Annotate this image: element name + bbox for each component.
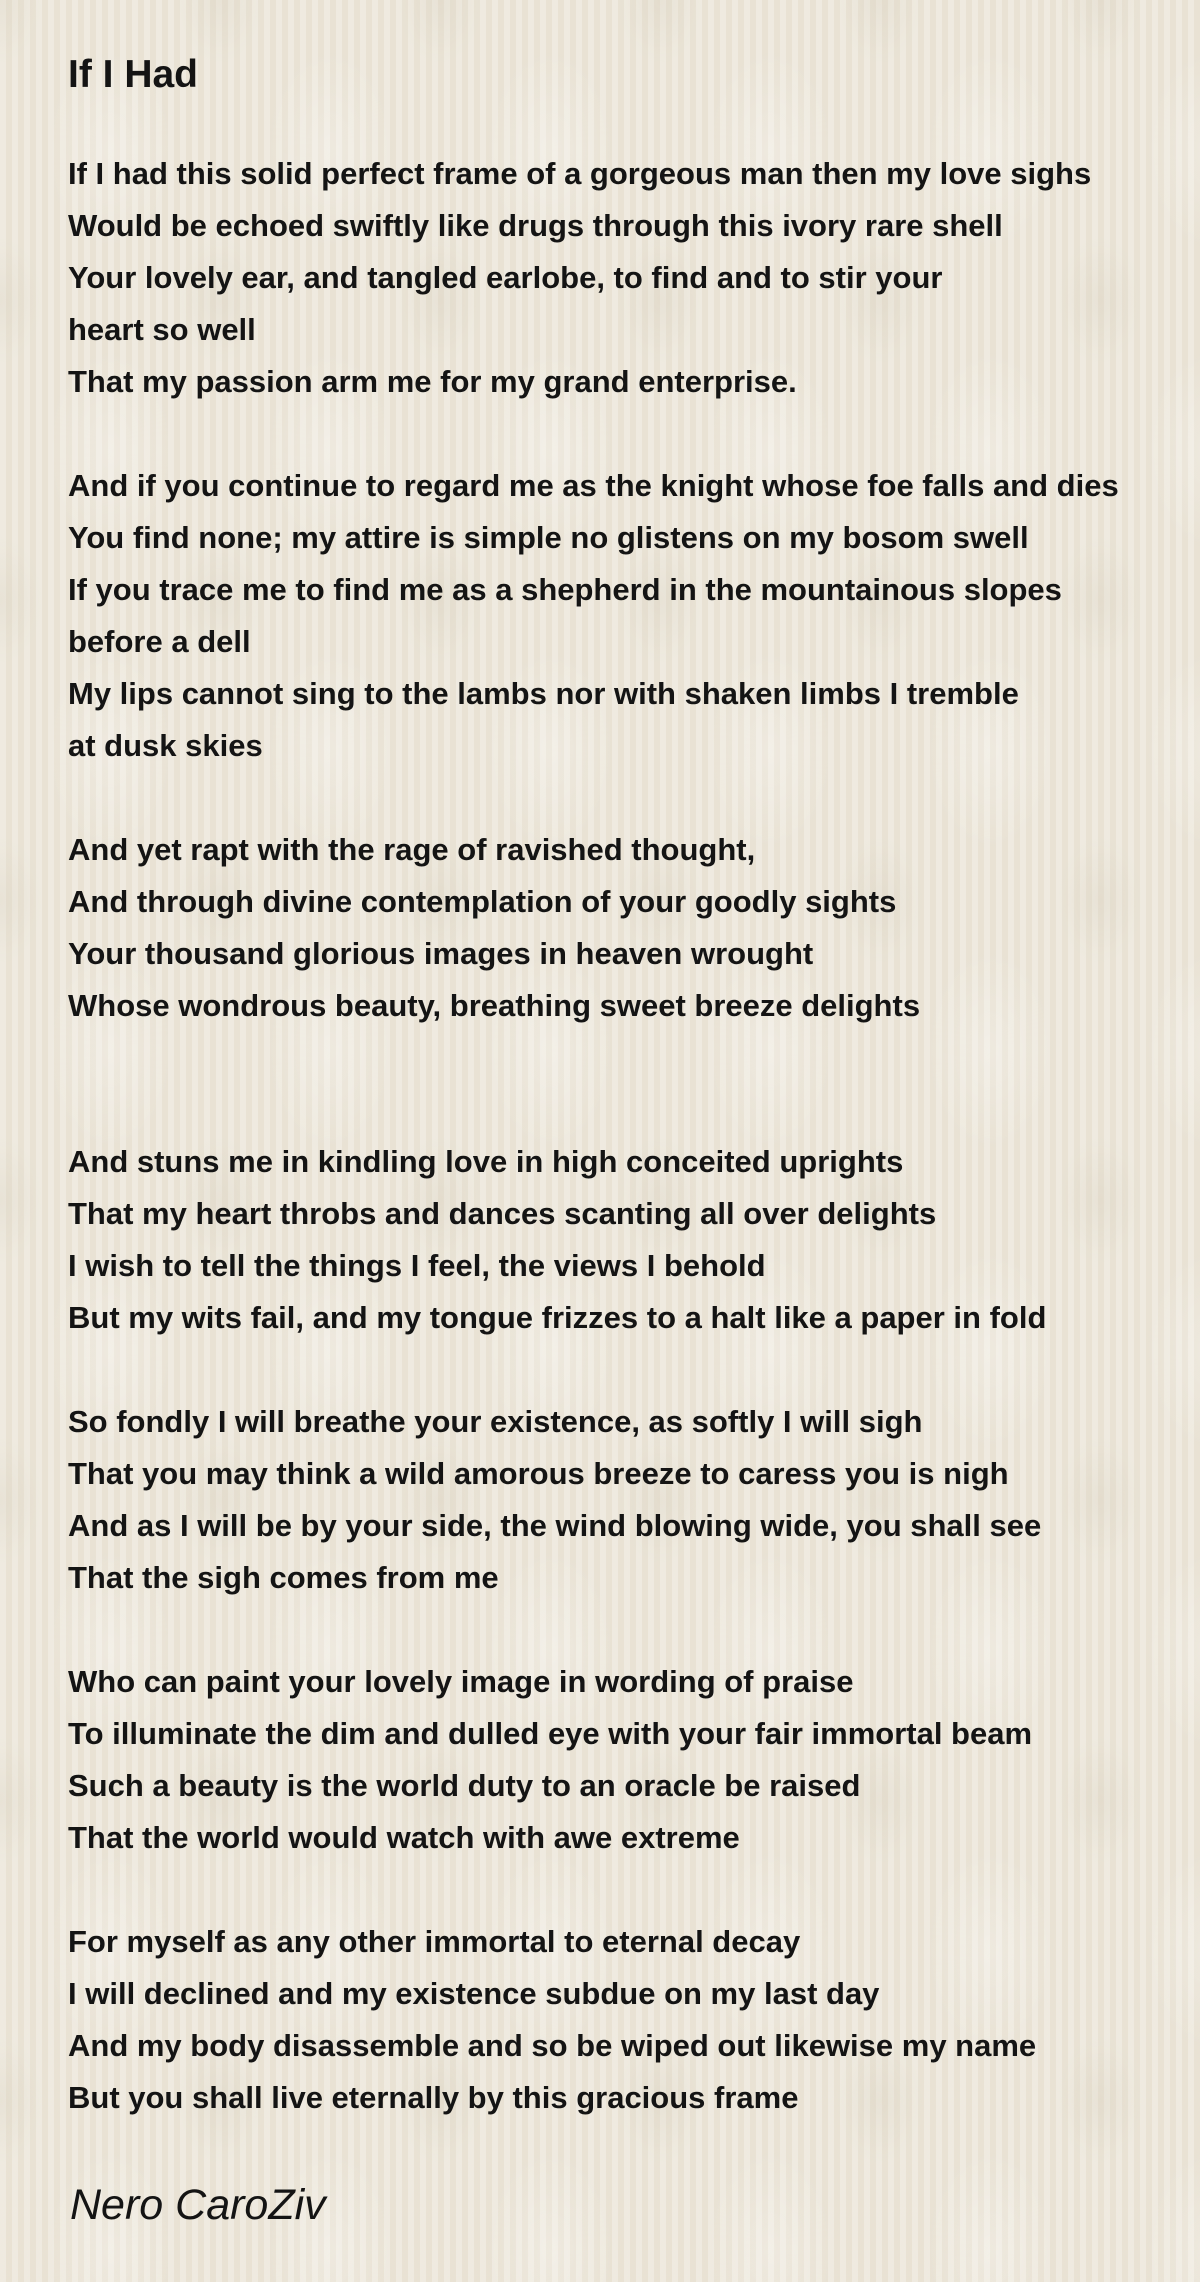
stanza-2: [68, 460, 1188, 772]
poem-line: If you trace me to find me as a shepherd in the mountainous slopes: [68, 572, 1062, 607]
poem-line: That the sigh comes from me: [68, 1560, 499, 1595]
poem-line: And as I will be by your side, the wind blowing wide, you shall see: [68, 1508, 1042, 1543]
poem-line: before a dell: [68, 624, 251, 659]
poem-line: Such a beauty is the world duty to an oracle be raised: [68, 1768, 861, 1803]
poem-body: [68, 148, 1188, 2176]
poem-line: That the world would watch with awe extreme: [68, 1820, 740, 1855]
poem-line: If I had this solid perfect frame of a gorgeous man then my love sighs: [68, 156, 1092, 191]
poem-line: Who can paint your lovely image in wording of praise: [68, 1664, 854, 1699]
poem-line: To illuminate the dim and dulled eye with your fair immortal beam: [68, 1716, 1033, 1751]
poem-line: And yet rapt with the rage of ravished thought,: [68, 832, 756, 867]
poem-line: Your lovely ear, and tangled earlobe, to find and to stir your: [68, 260, 943, 295]
poem-line: You find none; my attire is simple no glistens on my bosom swell: [68, 520, 1029, 555]
poem-line: That you may think a wild amorous breeze to caress you is nigh: [68, 1456, 1009, 1491]
poem-line: And stuns me in kindling love in high conceited uprights: [68, 1144, 904, 1179]
stanza-4: [68, 1136, 1188, 1344]
poem-line: I will declined and my existence subdue on my last day: [68, 1976, 880, 2011]
poem-line: at dusk skies: [68, 728, 263, 763]
poem-line: So fondly I will breathe your existence, as softly I will sigh: [68, 1404, 923, 1439]
stanza-5: [68, 1396, 1188, 1604]
poem-line: But my wits fail, and my tongue frizzes to a halt like a paper in fold: [68, 1300, 1047, 1335]
poem-line: My lips cannot sing to the lambs nor with shaken limbs I tremble: [68, 676, 1019, 711]
stanza-6: [68, 1656, 1188, 1864]
poem-line: And through divine contemplation of your goodly sights: [68, 884, 897, 919]
poem-line: For myself as any other immortal to eternal decay: [68, 1924, 801, 1959]
poem-line: Whose wondrous beauty, breathing sweet breeze delights: [68, 988, 921, 1023]
poem-line: Your thousand glorious images in heaven wrought: [68, 936, 814, 971]
stanza-1: [68, 148, 1188, 408]
poem-line: And my body disassemble and so be wiped out likewise my name: [68, 2028, 1037, 2063]
poem-line: That my passion arm me for my grand enterprise.: [68, 364, 797, 399]
stanza-3: [68, 824, 1188, 1032]
poem-line: But you shall live eternally by this gracious frame: [68, 2080, 799, 2115]
poem-line: Would be echoed swiftly like drugs through this ivory rare shell: [68, 208, 1003, 243]
poem-line: heart so well: [68, 312, 256, 347]
poem-line: I wish to tell the things I feel, the views I behold: [68, 1248, 766, 1283]
poem-title: If I Had: [68, 53, 199, 96]
poem-line: That my heart throbs and dances scanting all over delights: [68, 1196, 937, 1231]
poem-line: And if you continue to regard me as the knight whose foe falls and dies: [68, 468, 1119, 503]
stanza-7: [68, 1916, 1188, 2124]
poem-author: Nero CaroZiv: [70, 2181, 326, 2229]
